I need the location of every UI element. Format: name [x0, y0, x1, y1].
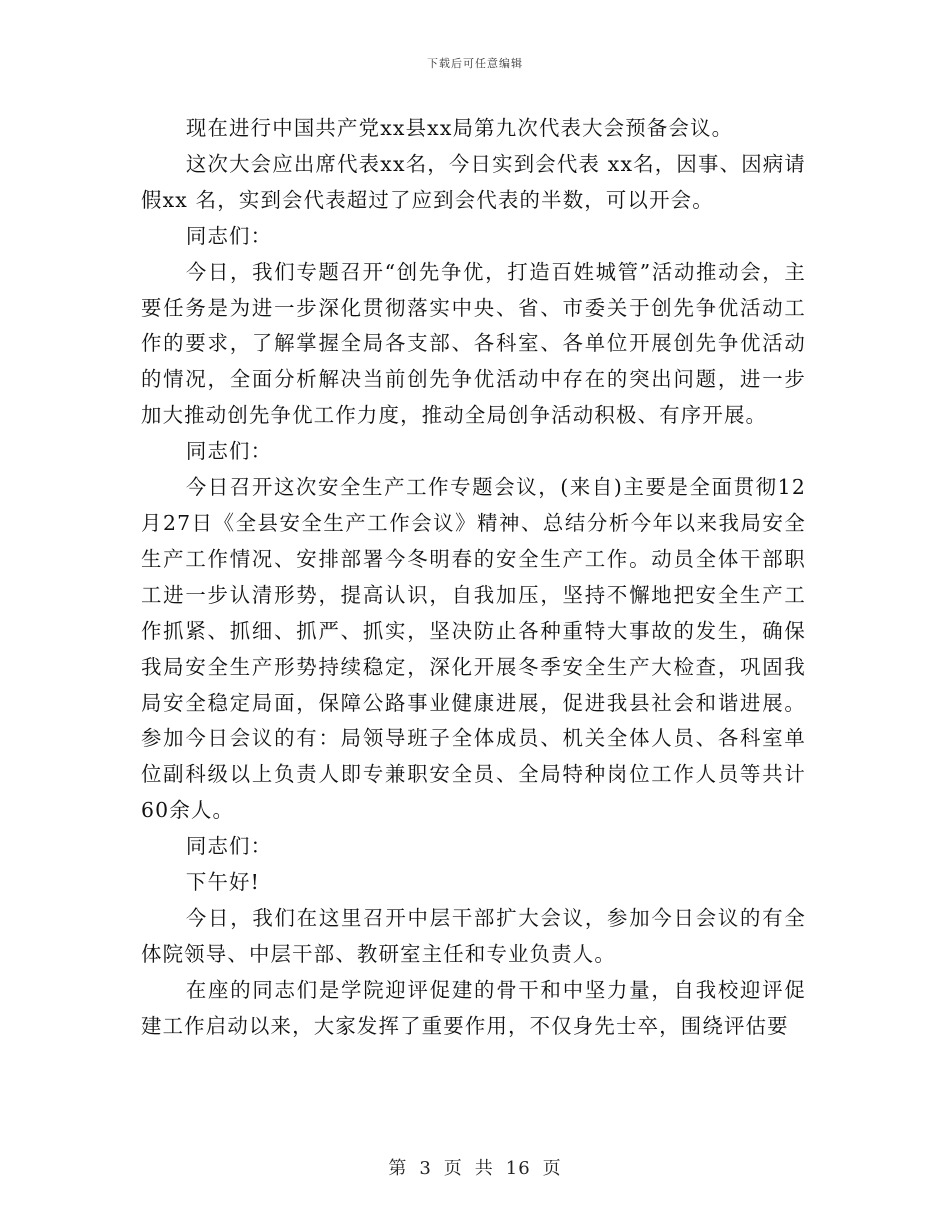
- current-page-number: 3: [419, 1158, 432, 1179]
- paragraph: 同志们：: [185, 834, 273, 859]
- paragraph: 在座的同志们是学院迎评促建的骨干和中坚力量，自我校迎评促建工作启动以来，大家发挥了重要作用，不仅身先士卒，围绕评估要: [141, 977, 806, 1038]
- footer-total-word: 共: [474, 1158, 494, 1179]
- paragraph: 现在进行中国共产党xx县xx局第九次代表大会预备会议。: [185, 116, 734, 140]
- paragraph: 今日召开这次安全生产工作专题会议，(来自)主要是全面贯彻12月27日《全县安全生产工作会议》精神、总结分析今年以来我局安全生产工作情况、安排部署今冬明春的安全生产工作。动员全体干部职工进一步认清形势，提高认识，自我加压，坚持不懈地把安全生产工作抓紧、抓细、抓严、抓实，坚决防止各种重特大事故的发生，确保我局安全生产形势持续稳定，深化开展冬季安全生产大检查，巩固我局安全稳定局面，保障公路事业健康进展，促进我县社会和谐进展。参加今日会议的有：局领导班子全体成员、机关全体人员、各科室单位副科级以上负责人即专兼职安全员、全局特种岗位工作人员等共计60余人。: [141, 475, 806, 823]
- footer-page-word: 页: [443, 1158, 463, 1179]
- paragraph: 同志们：: [185, 223, 273, 248]
- paragraph: 今日，我们在这里召开中层干部扩大会议，参加今日会议的有全体院领导、中层干部、教研室主任和专业负责人。: [141, 905, 806, 966]
- footer-suffix: 页: [542, 1158, 562, 1179]
- paragraph: 下午好!: [185, 870, 261, 895]
- page-header-note: 下载后可任意编辑: [427, 57, 523, 70]
- footer-prefix: 第: [388, 1158, 408, 1179]
- total-page-number: 16: [505, 1158, 531, 1179]
- paragraph: 今日，我们专题召开“创先争优，打造百姓城管”活动推动会，主要任务是为进一步深化贯彻落实中央、省、市委关于创先争优活动工作的要求，了解掌握全局各支部、各科室、各单位开展创先争优活动的情况，全面分析解决当前创先争优活动中存在的突出问题，进一步加大推动创先争优工作力度，推动全局创争活动积极、有序开展。: [141, 259, 806, 428]
- page-footer: [0, 1154, 950, 1180]
- paragraph: 同志们：: [185, 439, 273, 464]
- document-body: [141, 111, 806, 1045]
- paragraph: 这次大会应出席代表xx名，今日实到会代表 xx名，因事、因病请假xx 名，实到会代表超过了应到会代表的半数，可以开会。: [141, 151, 806, 212]
